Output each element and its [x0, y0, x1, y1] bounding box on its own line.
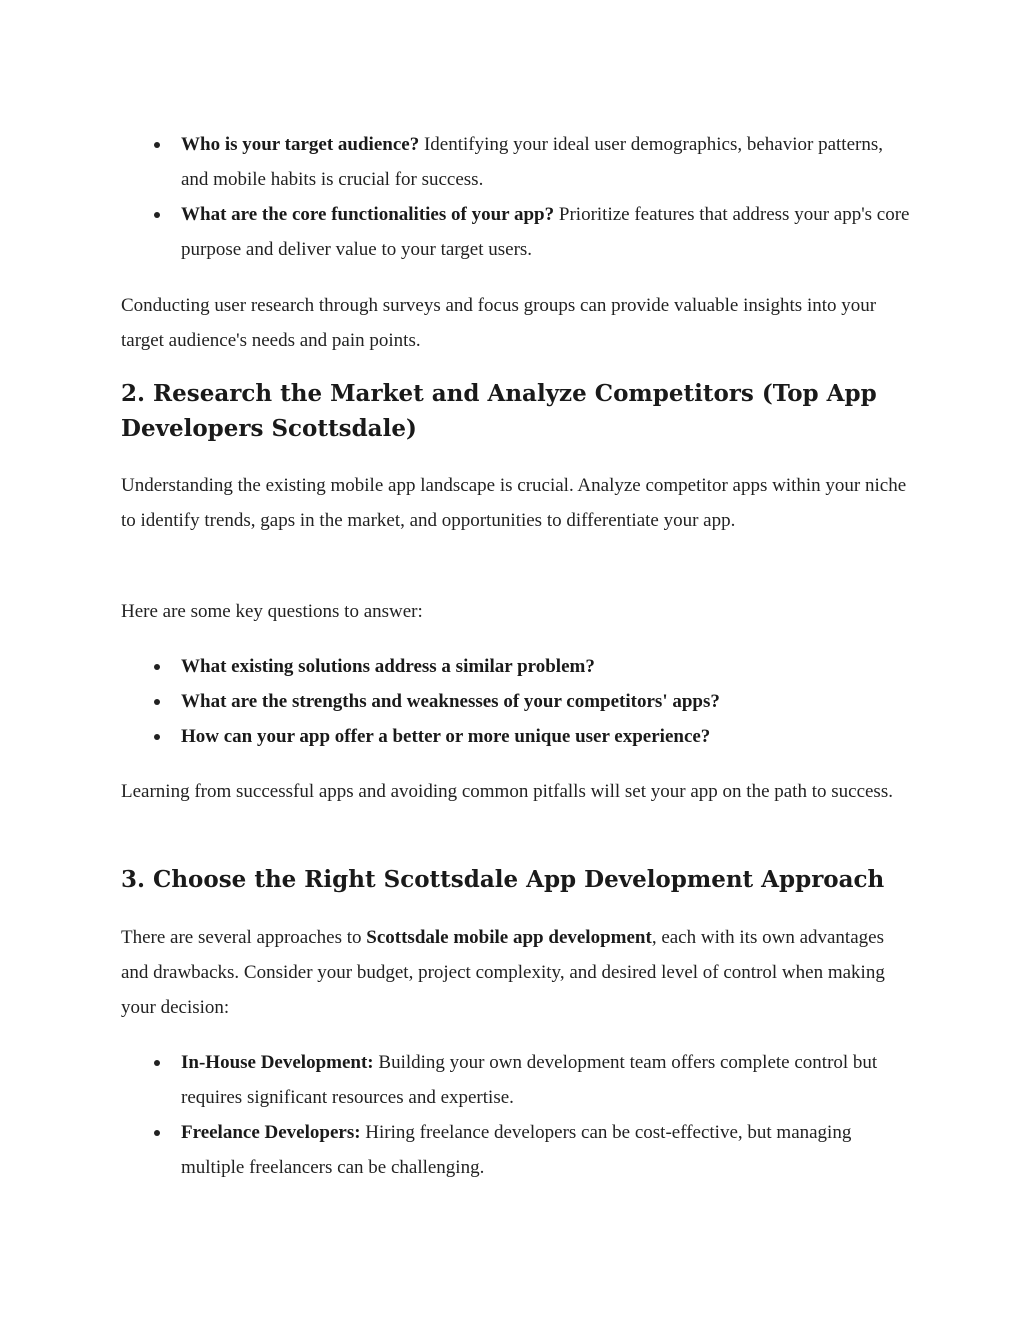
list-item-text: Identifying your ideal user demographics, behavior patterns, and mobile habits is crucial for success.: [181, 134, 883, 190]
approaches-list: [121, 1045, 911, 1185]
list-item: [121, 197, 911, 267]
list-item-text: Building your own development team offers complete control but requires significant resources and expertise.: [181, 1052, 878, 1108]
list-item-text: Hiring freelance developers can be cost-effective, but managing multiple freelancers can be challenging.: [181, 1122, 852, 1178]
list-item: [121, 684, 911, 719]
list-item: [121, 127, 911, 197]
list-item: [121, 1045, 911, 1115]
competitor-questions-list: [121, 649, 911, 754]
landscape-paragraph: Understanding the existing mobile app landscape is crucial. Analyze competitor apps within your niche to identify trends, gaps in the market, and opportunities to differentiate your app.: [121, 475, 907, 531]
list-item-text: Prioritize features that address your app's core purpose and deliver value to your target users.: [181, 204, 910, 260]
list-item-bold: How can your app offer a better or more unique user experience?: [181, 726, 711, 747]
approaches-paragraph: [121, 920, 911, 1025]
paragraph-text: There are several approaches to: [121, 927, 367, 948]
target-audience-list: [121, 127, 911, 267]
section-heading-2: 2. Research the Market and Analyze Competitors (Top App Developers Scottsdale): [121, 380, 877, 442]
paragraph-bold: Scottsdale mobile app development: [366, 927, 652, 948]
list-item-bold: What are the core functionalities of your app?: [181, 204, 555, 225]
key-questions-paragraph: Here are some key questions to answer:: [121, 601, 423, 622]
list-item: [121, 649, 911, 684]
list-item-bold: In-House Development:: [181, 1052, 374, 1073]
list-item-bold: Freelance Developers:: [181, 1122, 361, 1143]
list-item: [121, 719, 911, 754]
list-item-bold: What existing solutions address a similar problem?: [181, 656, 595, 677]
list-item-bold: What are the strengths and weaknesses of your competitors' apps?: [181, 691, 720, 712]
list-item-bold: Who is your target audience?: [181, 134, 420, 155]
learning-paragraph: Learning from successful apps and avoiding common pitfalls will set your app on the path to success.: [121, 781, 893, 802]
list-item: [121, 1115, 911, 1185]
section-heading-3: 3. Choose the Right Scottsdale App Development Approach: [121, 866, 885, 893]
paragraph-text: , each with its own advantages and drawbacks. Consider your budget, project complexity, and desired level of control when making your decision:: [121, 927, 885, 1018]
user-research-paragraph: Conducting user research through surveys and focus groups can provide valuable insights into your target audience's needs and pain points.: [121, 295, 877, 351]
